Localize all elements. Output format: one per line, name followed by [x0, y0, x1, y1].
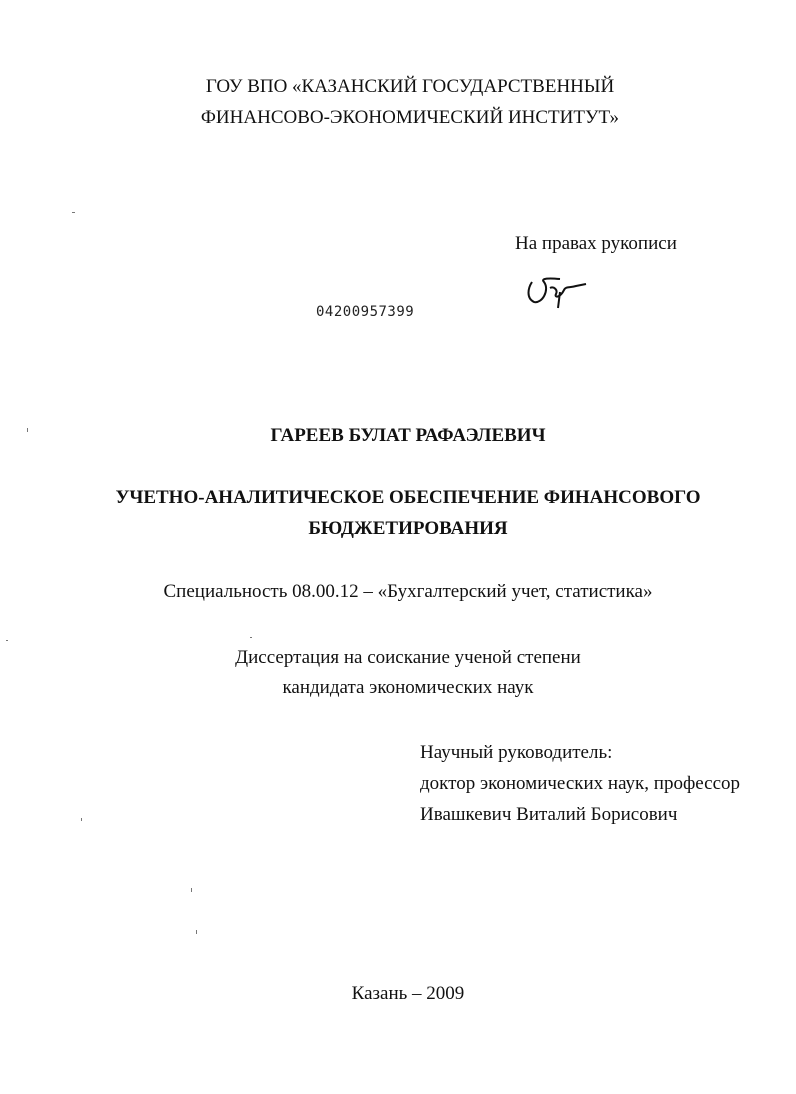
signature-icon [520, 268, 596, 312]
institution-line-2: ФИНАНСОВО-ЭКОНОМИЧЕСКИЙ ИНСТИТУТ» [200, 107, 620, 128]
thesis-title-line-1: УЧЕТНО-АНАЛИТИЧЕСКОЕ ОБЕСПЕЧЕНИЕ ФИНАНСОВОГО [115, 487, 701, 508]
place-year: Казань – 2009 [351, 983, 465, 1004]
scan-speck [250, 637, 252, 638]
institution-line-1: ГОУ ВПО «КАЗАНСКИЙ ГОСУДАРСТВЕННЫЙ [205, 76, 615, 97]
thesis-title-line-2: БЮДЖЕТИРОВАНИЯ [308, 518, 508, 539]
document-number: 04200957399 [316, 304, 415, 320]
scan-speck [81, 818, 82, 821]
scan-speck [196, 930, 197, 934]
scan-speck [191, 888, 192, 892]
supervisor-name: Ивашкевич Виталий Борисович [420, 804, 678, 825]
dissertation-line-1: Диссертация на соискание ученой степени [235, 647, 581, 668]
supervisor-degree: доктор экономических наук, профессор [420, 773, 741, 794]
scan-speck [72, 212, 75, 213]
rights-notice: На правах рукописи [515, 233, 677, 254]
specialty: Специальность 08.00.12 – «Бухгалтерский учет, статистика» [163, 581, 653, 602]
scan-speck [27, 428, 28, 432]
scan-speck [6, 640, 8, 641]
supervisor-label: Научный руководитель: [420, 742, 613, 763]
dissertation-line-2: кандидата экономических наук [282, 677, 534, 698]
author-name: ГАРЕЕВ БУЛАТ РАФАЭЛЕВИЧ [270, 425, 546, 446]
